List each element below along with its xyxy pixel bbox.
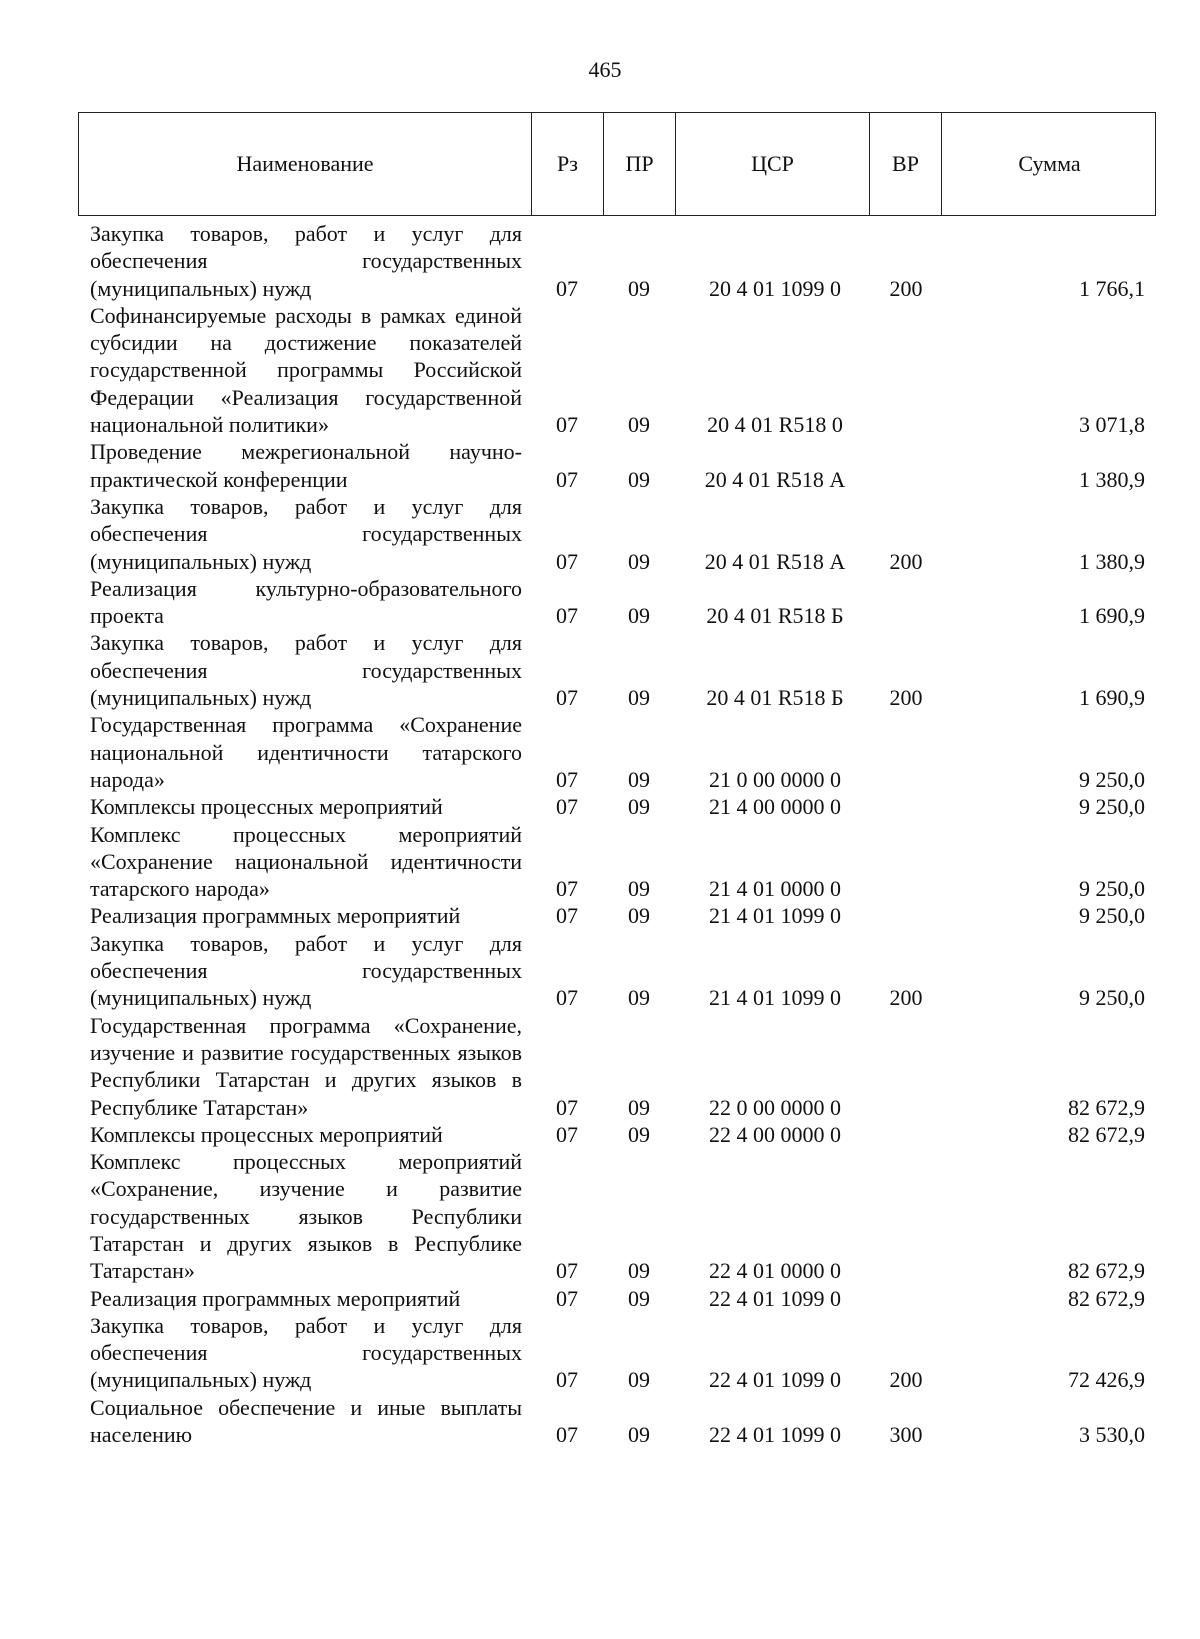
- header-pr: ПР: [603, 113, 675, 215]
- row-csr: 21 4 01 0000 0: [709, 876, 841, 902]
- row-name: Комплексы процессных мероприятий: [90, 1121, 443, 1147]
- row-name: Комплексы процессных мероприятий: [90, 794, 443, 820]
- row-name: Социальное обеспечение и иные выплаты населению: [90, 1394, 522, 1448]
- row-rz: 07: [556, 275, 578, 301]
- row-rz: 07: [556, 794, 578, 820]
- row-sum: 9 250,0: [1079, 766, 1145, 792]
- row-pr: 09: [628, 985, 650, 1011]
- row-name: Закупка товаров, работ и услуг для обеспечения государственных (муниципальных) нужд: [90, 221, 522, 301]
- row-name: Реализация программных мероприятий: [90, 1285, 461, 1311]
- row-sum: 1 690,9: [1079, 603, 1145, 629]
- row-pr: 09: [628, 794, 650, 820]
- row-name: Проведение межрегиональной научно-практической конференции: [90, 439, 522, 492]
- page-number: 465: [588, 57, 622, 82]
- table-row: [0, 1312, 1200, 1394]
- row-vr: 200: [889, 985, 923, 1011]
- table-row: [0, 1285, 1200, 1312]
- table-row: [0, 930, 1200, 1012]
- row-pr: 09: [628, 412, 650, 438]
- row-name: Закупка товаров, работ и услуг для обеспечения государственных (муниципальных) нужд: [90, 493, 522, 574]
- row-pr: 09: [628, 548, 650, 574]
- table-row: [0, 793, 1200, 820]
- row-csr: 21 0 00 0000 0: [709, 766, 841, 792]
- row-rz: 07: [556, 766, 578, 792]
- row-vr: 200: [889, 275, 923, 301]
- row-rz: 07: [556, 1121, 578, 1147]
- row-csr: 22 4 01 1099 0: [709, 1285, 841, 1311]
- row-pr: 09: [628, 685, 650, 711]
- table-row: [0, 575, 1200, 630]
- table-row: [0, 711, 1200, 793]
- row-csr: 22 4 01 1099 0: [709, 1422, 841, 1448]
- row-sum: 82 672,9: [1068, 1258, 1145, 1284]
- row-csr: 20 4 01 R518 0: [707, 412, 843, 438]
- row-rz: 07: [556, 1422, 578, 1448]
- row-pr: 09: [628, 876, 650, 902]
- row-sum: 1 380,9: [1079, 466, 1145, 492]
- row-rz: 07: [556, 1258, 578, 1284]
- row-vr: 200: [889, 685, 923, 711]
- row-csr: 21 4 00 0000 0: [709, 794, 841, 820]
- row-sum: 3 071,8: [1079, 412, 1145, 438]
- row-pr: 09: [628, 1094, 650, 1120]
- table-row: [0, 629, 1200, 711]
- row-rz: 07: [556, 985, 578, 1011]
- row-name: Закупка товаров, работ и услуг для обеспечения государственных (муниципальных) нужд: [90, 630, 522, 711]
- row-vr: 300: [889, 1422, 923, 1448]
- row-pr: 09: [628, 1422, 650, 1448]
- row-pr: 09: [628, 766, 650, 792]
- table-header: [78, 112, 1156, 216]
- table-row: [0, 493, 1200, 575]
- table-row: [0, 1148, 1200, 1284]
- row-csr: 20 4 01 R518 Б: [706, 685, 844, 711]
- table-body: [0, 220, 1200, 1448]
- row-name: Государственная программа «Сохранение национальной идентичности татарского народа»: [90, 712, 522, 792]
- row-rz: 07: [556, 685, 578, 711]
- row-pr: 09: [628, 275, 650, 301]
- row-rz: 07: [556, 903, 578, 929]
- row-name: Комплекс процессных мероприятий «Сохранение национальной идентичности татарского народа»: [90, 821, 522, 902]
- row-pr: 09: [628, 1258, 650, 1284]
- row-rz: 07: [556, 466, 578, 492]
- row-vr: 200: [889, 548, 923, 574]
- row-sum: 1 766,1: [1079, 275, 1145, 301]
- header-sum: Сумма: [941, 113, 1157, 215]
- row-sum: 9 250,0: [1079, 903, 1145, 929]
- table-row: [0, 438, 1200, 493]
- row-sum: 9 250,0: [1079, 985, 1145, 1011]
- row-rz: 07: [556, 1094, 578, 1120]
- row-rz: 07: [556, 1285, 578, 1311]
- row-sum: 9 250,0: [1079, 876, 1145, 902]
- table-row: [0, 302, 1200, 438]
- row-rz: 07: [556, 548, 578, 574]
- row-csr: 21 4 01 1099 0: [709, 903, 841, 929]
- table-row: [0, 902, 1200, 929]
- table-row: [0, 1012, 1200, 1121]
- row-csr: 20 4 01 R518 А: [704, 548, 846, 574]
- row-name: Софинансируемые расходы в рамках единой субсидии на достижение показателей государственной программы Российской Федерации «Реализация государственной национальной политики»: [90, 302, 522, 438]
- row-sum: 1 690,9: [1079, 685, 1145, 711]
- table-row: [0, 220, 1200, 302]
- table-row: [0, 1394, 1200, 1449]
- row-name: Комплекс процессных мероприятий «Сохранение, изучение и развитие государственных языков Республики Татарстан и других языков в Республике Татарстан»: [90, 1149, 522, 1284]
- row-rz: 07: [556, 412, 578, 438]
- row-rz: 07: [556, 876, 578, 902]
- row-csr: 22 4 00 0000 0: [709, 1121, 841, 1147]
- header-name: Наименование: [236, 151, 374, 176]
- row-csr: 21 4 01 1099 0: [709, 985, 841, 1011]
- row-rz: 07: [556, 1367, 578, 1393]
- row-csr: 22 0 00 0000 0: [709, 1094, 841, 1120]
- header-vr: ВР: [869, 113, 941, 215]
- row-sum: 72 426,9: [1068, 1367, 1145, 1393]
- row-name: Государственная программа «Сохранение, изучение и развитие государственных языков Республики Татарстан и других языков в Республике Татарстан»: [90, 1012, 522, 1120]
- row-vr: 200: [889, 1367, 923, 1393]
- header-csr: ЦСР: [675, 113, 869, 215]
- row-pr: 09: [628, 1285, 650, 1311]
- row-sum: 3 530,0: [1079, 1422, 1145, 1448]
- row-rz: 07: [556, 603, 578, 629]
- row-csr: 20 4 01 R518 А: [704, 466, 846, 492]
- row-name: Реализация культурно-образовательного проекта: [90, 575, 522, 629]
- row-pr: 09: [628, 466, 650, 492]
- row-name: Реализация программных мероприятий: [90, 903, 461, 929]
- row-csr: 22 4 01 0000 0: [709, 1258, 841, 1284]
- row-sum: 82 672,9: [1068, 1094, 1145, 1120]
- row-pr: 09: [628, 603, 650, 629]
- row-csr: 20 4 01 1099 0: [709, 275, 841, 301]
- header-rz: Рз: [531, 113, 603, 215]
- row-sum: 82 672,9: [1068, 1285, 1145, 1311]
- row-csr: 20 4 01 R518 Б: [706, 603, 844, 629]
- table-row: [0, 1121, 1200, 1148]
- row-pr: 09: [628, 903, 650, 929]
- row-pr: 09: [628, 1367, 650, 1393]
- row-sum: 1 380,9: [1079, 548, 1145, 574]
- row-name: Закупка товаров, работ и услуг для обеспечения государственных (муниципальных) нужд: [90, 1312, 522, 1393]
- row-sum: 9 250,0: [1079, 794, 1145, 820]
- row-csr: 22 4 01 1099 0: [709, 1367, 841, 1393]
- row-sum: 82 672,9: [1068, 1121, 1145, 1147]
- table-row: [0, 821, 1200, 903]
- row-pr: 09: [628, 1121, 650, 1147]
- row-name: Закупка товаров, работ и услуг для обеспечения государственных (муниципальных) нужд: [90, 930, 522, 1011]
